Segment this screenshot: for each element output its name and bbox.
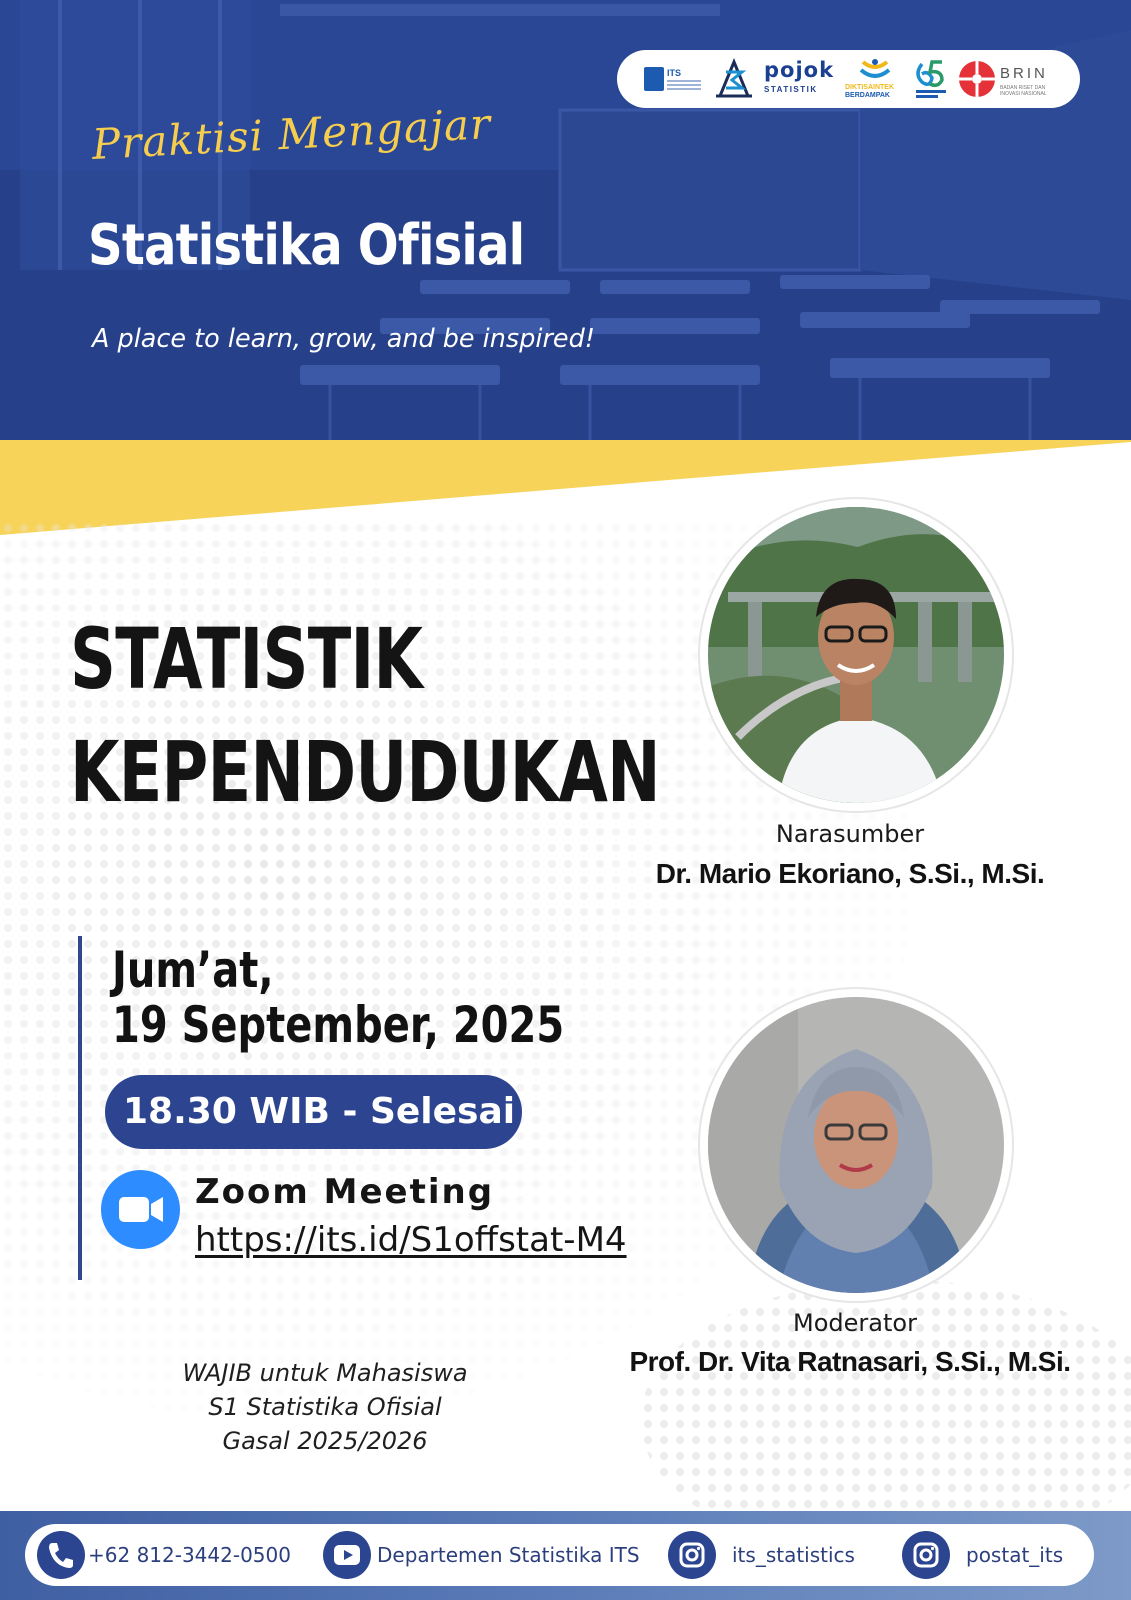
note-line-2: S1 Statistika Ofisial	[208, 1393, 442, 1421]
zoom-meeting-link[interactable]: https://its.id/S1offstat-M4	[195, 1220, 627, 1260]
event-day: Jum’at,	[112, 941, 274, 999]
event-time-badge: 18.30 WIB - Selesai	[105, 1075, 522, 1149]
speaker-photo	[700, 499, 1012, 811]
note-line-3: Gasal 2025/2026	[222, 1427, 428, 1455]
program-title: Praktisi Mengajar	[90, 99, 493, 169]
phone-number: +62 812-3442-0500	[88, 1543, 291, 1567]
zoom-meeting-label: Zoom Meeting	[195, 1172, 495, 1212]
course-title: Statistika Ofisial	[88, 213, 525, 278]
event-topic	[70, 603, 660, 829]
contact-instagram-2[interactable]	[902, 1524, 1092, 1586]
diktisaintek-berdampak-logo: DIKTISAINTEK BERDAMPAK	[845, 58, 905, 100]
attendance-note	[150, 1356, 500, 1458]
zoom-camera-icon	[101, 1170, 180, 1249]
sigma-logo	[712, 58, 756, 100]
moderator-name: Prof. Dr. Vita Ratnasari, S.Si., M.Si.	[629, 1346, 1071, 1377]
instagram-handle-2: postat_its	[966, 1543, 1064, 1567]
date-accent-rule	[78, 936, 82, 1280]
topic-line-2: KEPENDUDUKAN	[70, 723, 660, 821]
instagram-handle-1: its_statistics	[732, 1543, 855, 1567]
phone-icon	[37, 1531, 85, 1579]
speaker-role: Narasumber	[775, 820, 925, 848]
event-date: 19 September, 2025	[112, 996, 565, 1054]
partner-logo-bar	[617, 50, 1080, 108]
instagram-icon	[902, 1531, 950, 1579]
topic-line-1: STATISTIK	[70, 610, 423, 708]
header-banner	[0, 0, 1131, 441]
brin-logo: BRIN BADAN RISET DAN INOVASI NASIONAL	[958, 58, 1068, 100]
contact-instagram-1[interactable]	[668, 1524, 878, 1586]
moderator-photo	[700, 989, 1012, 1301]
note-line-1: WAJIB untuk Mahasiswa	[182, 1359, 468, 1387]
contact-youtube[interactable]	[323, 1524, 653, 1586]
pojok-statistik-logo: pojok STATISTIK	[764, 58, 835, 94]
its-logo: ITS	[644, 58, 702, 100]
speaker-name: Dr. Mario Ekoriano, S.Si., M.Si.	[655, 858, 1045, 889]
contact-footer	[0, 1511, 1131, 1600]
youtube-channel: Departemen Statistika ITS	[377, 1543, 640, 1567]
instagram-icon	[668, 1531, 716, 1579]
contact-phone[interactable]	[37, 1524, 307, 1586]
tagline: A place to learn, grow, and be inspired!	[92, 324, 595, 354]
its-65-logo	[912, 58, 952, 100]
contact-bar	[25, 1524, 1094, 1586]
youtube-icon	[323, 1531, 371, 1579]
moderator-role: Moderator	[793, 1309, 917, 1337]
